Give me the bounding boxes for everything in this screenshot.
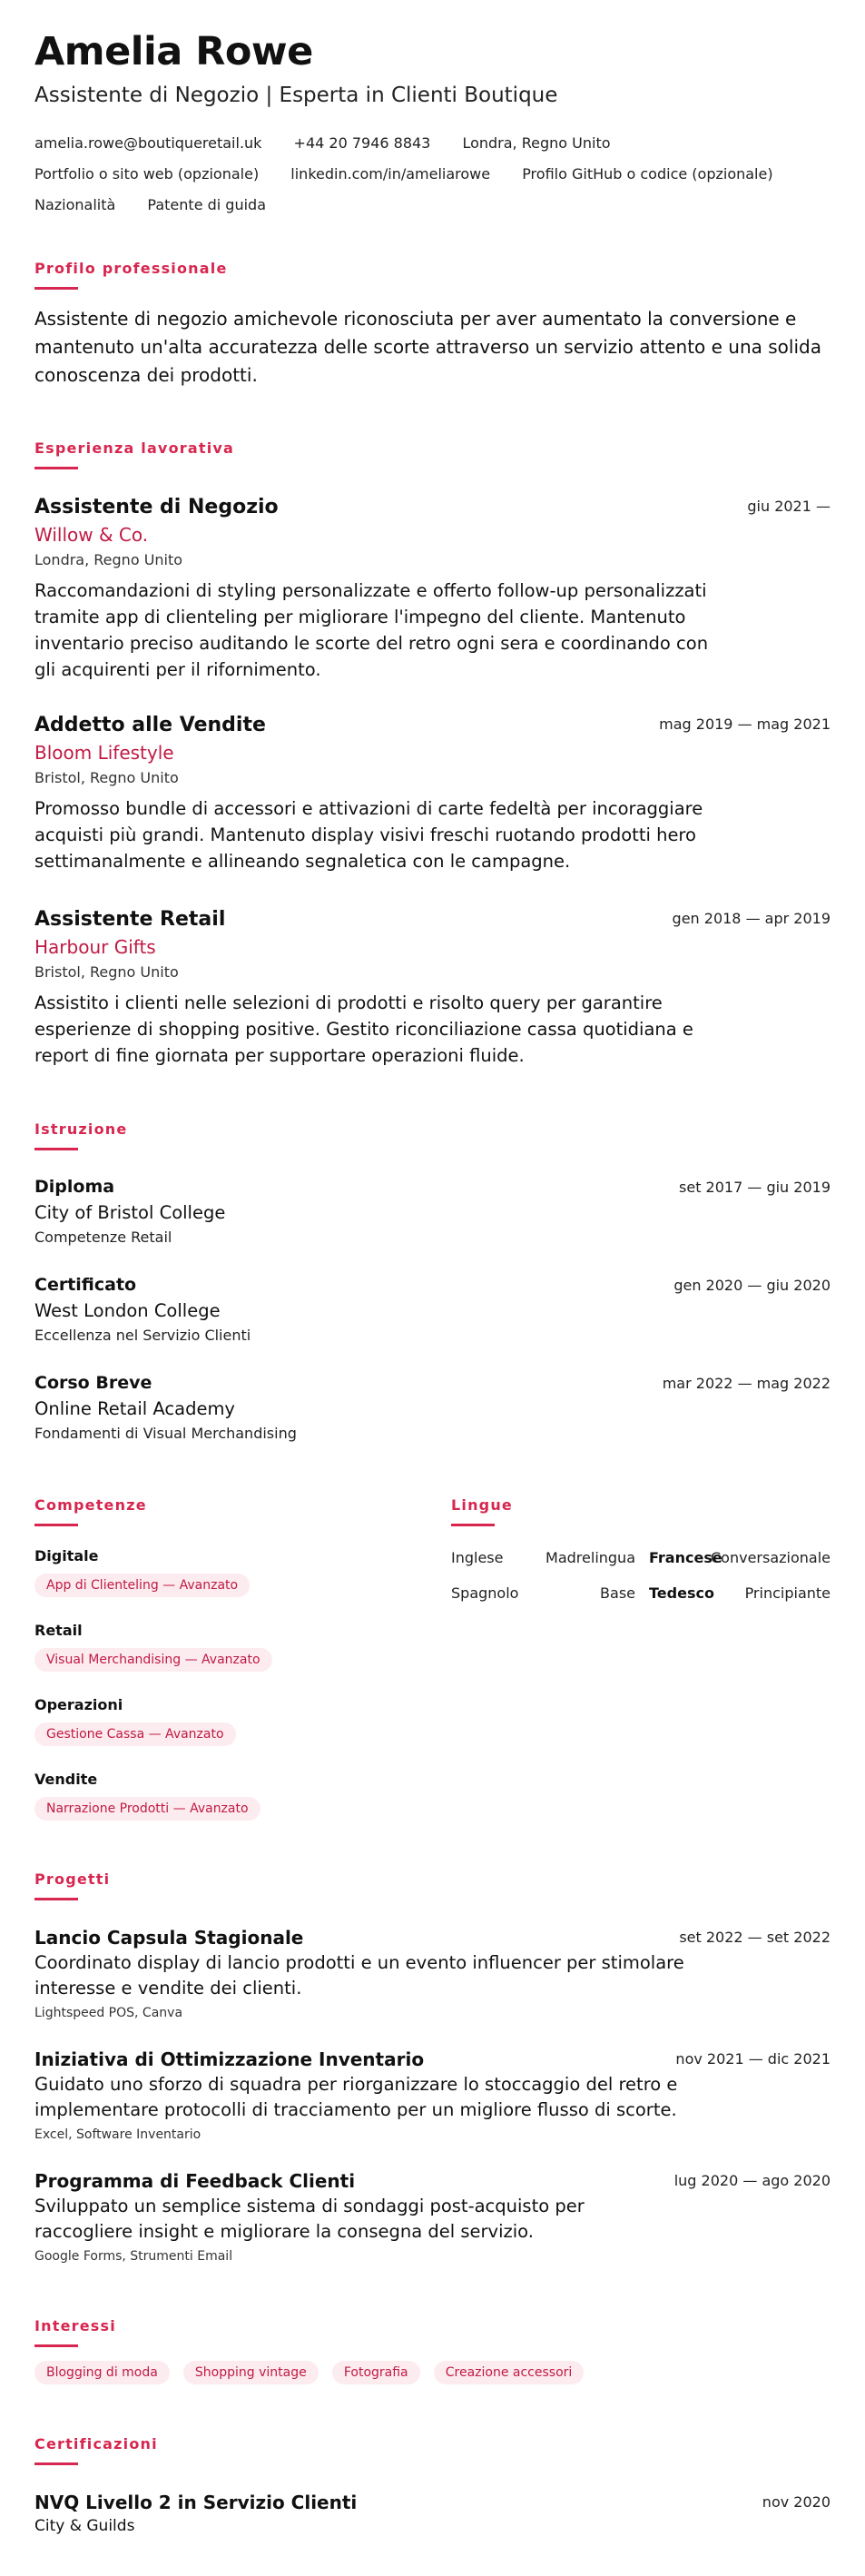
job-title: Addetto alle Vendite	[34, 714, 266, 736]
project-item	[34, 2170, 831, 2264]
project-dates: lug 2020 — ago 2020	[673, 2172, 831, 2189]
section-title-experience: Esperienza lavorativa	[34, 439, 235, 457]
job-dates: gen 2018 — apr 2019	[672, 910, 831, 927]
interest-chip: Shopping vintage	[183, 2361, 319, 2384]
project-tech: Google Forms, Strumenti Email	[34, 2249, 233, 2264]
interest-chip: Creazione accessori	[434, 2361, 585, 2384]
project-description: Guidato uno sforzo di squadra per riorganizzare lo stoccaggio del retro e implementare protocolli di tracciamento per un migliore flusso di scorte.	[34, 2074, 678, 2120]
skill-group	[34, 1547, 259, 1597]
section-title-certifications: Certificazioni	[34, 2435, 158, 2453]
skill-category: Digitale	[34, 1547, 99, 1564]
experience-item	[34, 496, 831, 683]
skill-chip: Gestione Cassa — Avanzato	[34, 1722, 236, 1746]
job-dates: giu 2021 —	[747, 498, 831, 515]
job-location: Bristol, Regno Unito	[34, 963, 179, 981]
skill-group	[34, 1622, 281, 1672]
certification-item	[34, 2492, 831, 2535]
job-title: Assistente di Negozio	[34, 496, 279, 518]
interest-chip: Fotografia	[332, 2361, 420, 2384]
linkedin-link[interactable]: linkedin.com/in/ameliarowe	[290, 165, 491, 183]
skill-group	[34, 1696, 245, 1746]
education-dates: set 2017 — giu 2019	[679, 1179, 831, 1196]
education-dates: mar 2022 — mag 2022	[662, 1375, 831, 1392]
language-level: Madrelingua	[546, 1549, 635, 1566]
project-title: Programma di Feedback Clienti	[34, 2170, 356, 2192]
skill-category: Retail	[34, 1622, 83, 1639]
skill-chip: Narrazione Prodotti — Avanzato	[34, 1797, 260, 1821]
candidate-name: Amelia Rowe	[34, 29, 313, 74]
project-title: Lancio Capsula Stagionale	[34, 1927, 304, 1949]
education-field: Eccellenza nel Servizio Clienti	[34, 1327, 251, 1344]
education-field: Fondamenti di Visual Merchandising	[34, 1425, 297, 1442]
job-description: Raccomandazioni di styling personalizzate e offerto follow-up personalizzati tramite app di clienteling per migliorare l'impegno del cliente. Mantenuto inventario preciso auditando le scorte del retro ogni sera e coordinando con gli acquirenti per il rifornimento.	[34, 580, 709, 680]
job-location: Bristol, Regno Unito	[34, 769, 179, 786]
job-description: Promosso bundle di accessori e attivazioni di carte fedeltà per incoraggiare acquisti più grandi. Mantenuto display visivi freschi ruotando prodotti hero settimanalmente e allineando segnaletica con le campagne.	[34, 798, 703, 872]
job-description: Assistito i clienti nelle selezioni di prodotti e risolto query per garantire esperienze di shopping positive. Gestito riconciliazione cassa quotidiana e report di fine giornata per supportare operazioni fluide.	[34, 992, 693, 1066]
language-level: Conversazionale	[711, 1549, 831, 1566]
section-title-summary: Profilo professionale	[34, 260, 228, 277]
skill-chip: Visual Merchandising — Avanzato	[34, 1648, 272, 1672]
education-dates: gen 2020 — giu 2020	[673, 1277, 831, 1294]
contact-row-extra	[34, 196, 293, 213]
language-name: Francese	[649, 1549, 722, 1566]
skill-group	[34, 1771, 270, 1821]
contact-row-links	[34, 165, 801, 183]
skill-chip: App di Clienteling — Avanzato	[34, 1574, 250, 1597]
job-location: Londra, Regno Unito	[34, 551, 183, 568]
job-company: Willow & Co.	[34, 524, 149, 546]
certification-date: nov 2020	[762, 2493, 831, 2511]
language-level: Base	[600, 1584, 635, 1602]
education-degree: Corso Breve	[34, 1373, 152, 1393]
nationality: Nazionalità	[34, 196, 116, 213]
education-school: City of Bristol College	[34, 1202, 226, 1223]
email-link[interactable]: amelia.rowe@boutiqueretail.uk	[34, 134, 262, 152]
skill-category: Operazioni	[34, 1696, 123, 1713]
phone-link[interactable]: +44 20 7946 8843	[293, 134, 431, 152]
interests-list	[34, 2352, 593, 2384]
project-dates: set 2022 — set 2022	[679, 1929, 831, 1946]
project-dates: nov 2021 — dic 2021	[675, 2050, 831, 2068]
job-dates: mag 2019 — mag 2021	[659, 716, 831, 733]
interest-chip: Blogging di moda	[34, 2361, 170, 2384]
certification-issuer: City & Guilds	[34, 2517, 135, 2535]
experience-item	[34, 908, 831, 1069]
headline: Assistente di Negozio | Esperta in Clienti Boutique	[34, 84, 558, 107]
language-name: Spagnolo	[451, 1584, 519, 1602]
language-level: Principiante	[744, 1584, 831, 1602]
section-title-education: Istruzione	[34, 1120, 128, 1138]
driving-license: Patente di guida	[147, 196, 267, 213]
section-title-skills: Competenze	[34, 1496, 147, 1514]
project-tech: Lightspeed POS, Canva	[34, 2006, 183, 2020]
summary-text: Assistente di negozio amichevole riconosciuta per aver aumentato la conversione e mantenuto un'alta accuratezza delle scorte attraverso un servizio attento e una solida conoscenza dei prodotti.	[34, 308, 821, 386]
project-title: Iniziativa di Ottimizzazione Inventario	[34, 2048, 425, 2070]
education-school: West London College	[34, 1300, 221, 1321]
project-tech: Excel, Software Inventario	[34, 2127, 202, 2142]
project-description: Coordinato display di lancio prodotti e un evento influencer per stimolare interesse e vendite dei clienti.	[34, 1952, 684, 1999]
language-name: Inglese	[451, 1549, 504, 1566]
education-degree: Certificato	[34, 1275, 137, 1295]
project-description: Sviluppato un semplice sistema di sondaggi post-acquisto per raccogliere insight e migliorare la consegna del servizio.	[34, 2196, 585, 2242]
language-name: Tedesco	[649, 1584, 714, 1602]
experience-item	[34, 714, 831, 874]
section-title-interests: Interessi	[34, 2317, 116, 2334]
education-school: Online Retail Academy	[34, 1398, 235, 1419]
education-degree: Diploma	[34, 1177, 115, 1197]
job-title: Assistente Retail	[34, 908, 226, 931]
skill-category: Vendite	[34, 1771, 98, 1788]
contact-row	[34, 134, 638, 152]
job-company: Harbour Gifts	[34, 936, 156, 958]
education-item	[34, 1373, 831, 1442]
education-item	[34, 1275, 831, 1344]
certification-name: NVQ Livello 2 in Servizio Clienti	[34, 2492, 358, 2513]
github-link[interactable]: Profilo GitHub o codice (opzionale)	[522, 165, 773, 183]
project-item	[34, 1927, 831, 2020]
project-item	[34, 2048, 831, 2142]
education-item	[34, 1177, 831, 1246]
section-title-projects: Progetti	[34, 1870, 111, 1888]
portfolio-link[interactable]: Portfolio o sito web (opzionale)	[34, 165, 260, 183]
job-company: Bloom Lifestyle	[34, 742, 174, 764]
location: Londra, Regno Unito	[462, 134, 611, 152]
education-field: Competenze Retail	[34, 1229, 172, 1246]
section-title-languages: Lingue	[451, 1496, 513, 1514]
